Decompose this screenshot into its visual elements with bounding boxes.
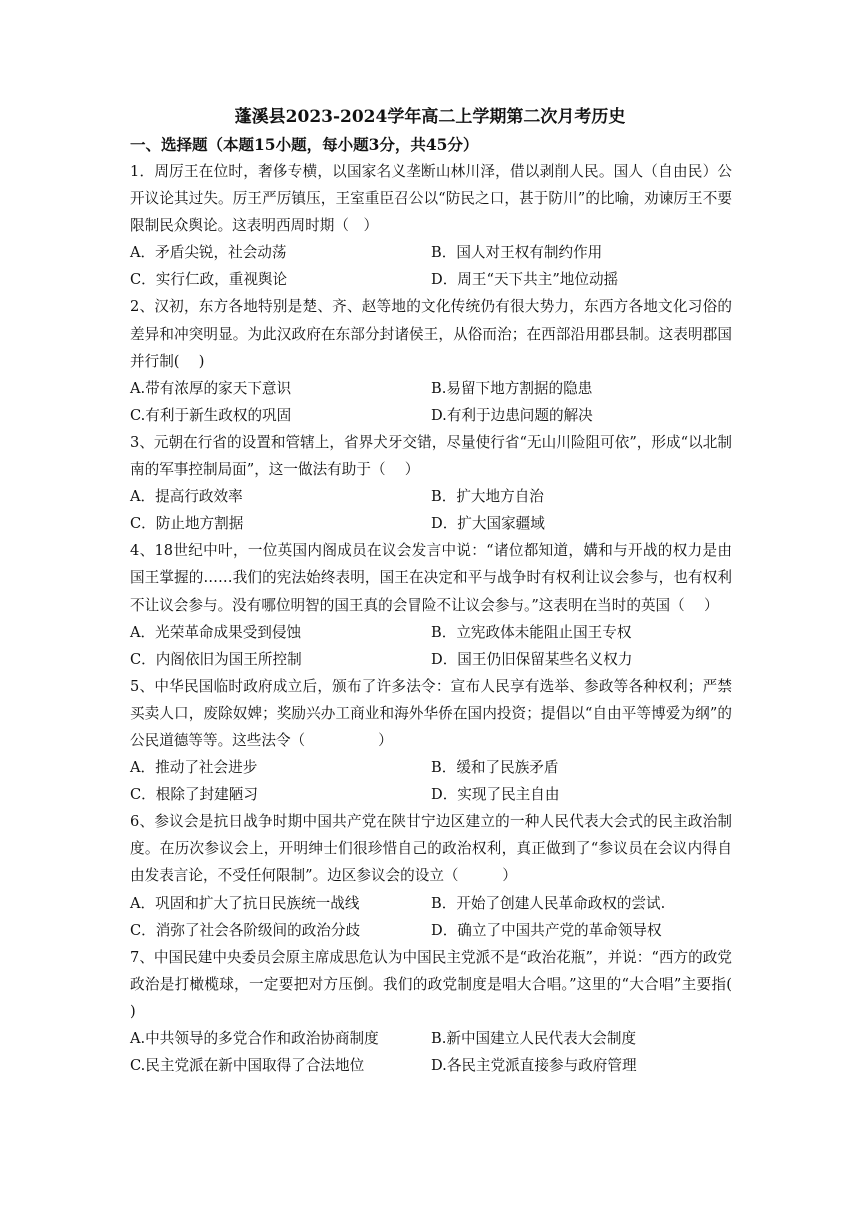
option-b: B．开始了创建人民革命政权的尝试.: [431, 894, 666, 912]
option-d: D.各民主党派直接参与政府管理: [431, 1057, 637, 1075]
question-stem: 7、中国民建中央委员会原主席成思危认为中国民主党派不是“政治花瓶”，并说：“西方的政党政治是打橄榄球，一定要把对方压倒。我们的政党制度是唱大合唱。”这里的“大合唱”主要指( ): [130, 948, 752, 1020]
option-d: D．实现了民主自由: [431, 786, 560, 804]
option-d: D．扩大国家疆域: [431, 515, 545, 533]
option-c: C．内阁依旧为国王所控制: [130, 650, 302, 668]
options-list: [130, 239, 732, 293]
question-stem: 1．周厉王在位时，奢侈专横，以国家名义垄断山林川泽，借以剥削人民。国人（自由民）公开议论其过失。厉王严厉镇压，王室重臣召公以“防民之口，甚于防川”的比喻，劝谏厉王不要限制民众舆论。这表明西周时期（ ）: [130, 163, 732, 235]
question-stem: 3、元朝在行省的设置和管辖上，省界犬牙交错，尽量使行省“无山川险阻可依”，形成“以北制南的军事控制局面”，这一做法有助于（ ）: [130, 433, 732, 479]
option-b: B.易留下地方割据的隐患: [431, 379, 593, 397]
question-stem: 2、汉初，东方各地特别是楚、齐、赵等地的文化传统仍有很大势力，东西方各地文化习俗的差异和冲突明显。为此汉政府在东部分封诸侯王，从俗而治；在西部沿用郡县制。这表明郡国并行制( ): [130, 298, 732, 370]
options-list: [130, 619, 732, 673]
option-d: D．周王“天下共主”地位动摇: [431, 271, 619, 289]
option-b: B．国人对王权有制约作用: [431, 244, 603, 262]
option-a: A．提高行政效率: [130, 488, 243, 506]
question-6: [130, 808, 732, 943]
option-c: C．防止地方割据: [130, 515, 244, 533]
option-b: B．缓和了民族矛盾: [431, 759, 559, 777]
option-c: C．实行仁政，重视舆论: [130, 271, 288, 289]
option-a: A．矛盾尖锐，社会动荡: [130, 244, 287, 262]
option-b: B．立宪政体未能阻止国王专权: [431, 623, 632, 641]
option-c: C.民主党派在新中国取得了合法地位: [130, 1057, 365, 1075]
question-5: [130, 673, 732, 808]
options-list: [130, 375, 732, 429]
question-1: [130, 158, 732, 293]
question-list: [130, 158, 752, 1079]
option-a: A．光荣革命成果受到侵蚀: [130, 623, 302, 641]
question-4: [130, 537, 732, 672]
question-stem: 4、18世纪中叶，一位英国内阁成员在议会发言中说：“诸位都知道，媾和与开战的权力是由国王掌握的……我们的宪法始终表明，国王在决定和平与战争时有权利让议会参与，也有权利不让议会参与。没有哪位明智的国王真的会冒险不让议会参与。”这表明在当时的英国（ ）: [130, 542, 732, 614]
question-stem: 6、参议会是抗日战争时期中国共产党在陕甘宁边区建立的一种人民代表大会式的民主政治制度。在历次参议会上，开明绅士们很珍惜自己的政治权利，真正做到了“参议员在会议内得自由发表言论，不受任何限制”。边区参议会的设立（ ）: [130, 813, 732, 885]
option-a: A．巩固和扩大了抗日民族统一战线: [130, 894, 360, 912]
options-list: [130, 483, 732, 537]
option-d: D．国王仍旧保留某些名义权力: [431, 650, 633, 668]
option-c: C．根除了封建陋习: [130, 786, 258, 804]
options-list: [130, 890, 732, 944]
option-c: C.有利于新生政权的巩固: [130, 406, 292, 424]
option-b: B．扩大地方自治: [431, 488, 544, 506]
question-7: [130, 944, 752, 1079]
question-3: [130, 429, 732, 537]
question-stem: 5、中华民国临时政府成立后，颁布了许多法令：宣布人民享有选举、参政等各种权利；严禁买卖人口，废除奴婢；奖励兴办工商业和海外华侨在国内投资；提倡以“自由平等博爱为纲”的公民道德等等。这些法令（ ）: [130, 677, 732, 749]
question-2: [130, 293, 732, 428]
option-a: A．推动了社会进步: [130, 759, 258, 777]
section-title: 一、选择题（本题15小题，每小题3分，共45分）: [130, 135, 479, 154]
options-list: [130, 1025, 732, 1079]
exam-title: 蓬溪县2023-2024学年高二上学期第二次月考历史: [234, 107, 626, 127]
option-b: B.新中国建立人民代表大会制度: [431, 1030, 637, 1047]
option-c: C．消弥了社会各阶级间的政治分歧: [130, 921, 361, 939]
options-list: [130, 754, 732, 808]
option-d: D.有利于边患问题的解决: [431, 406, 593, 424]
option-d: D．确立了中国共产党的革命领导权: [431, 921, 662, 939]
option-a: A.带有浓厚的家天下意识: [130, 379, 292, 397]
option-a: A.中共领导的多党合作和政治协商制度: [130, 1030, 379, 1047]
